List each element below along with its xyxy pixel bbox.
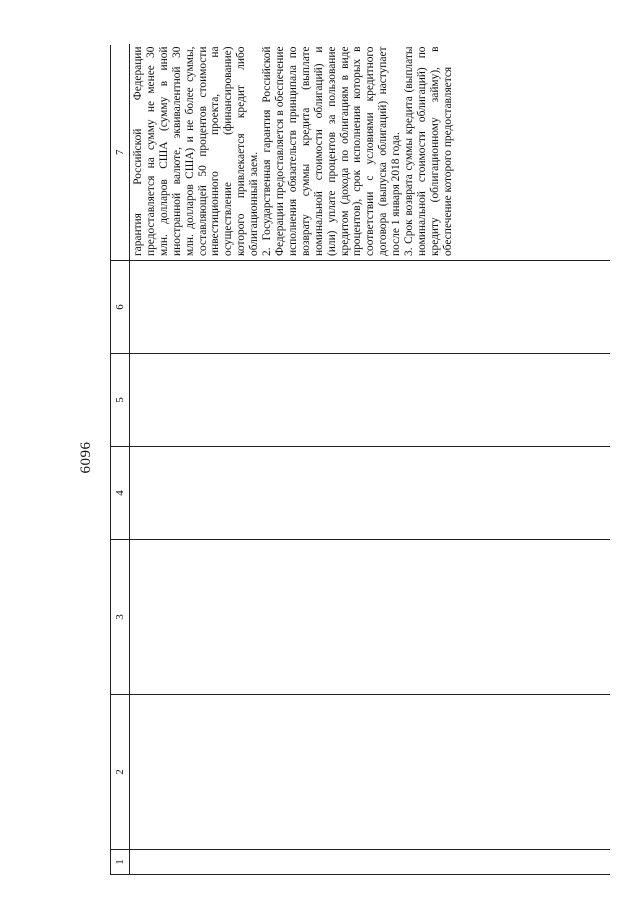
- header-row: [111, 45, 130, 875]
- cell-col-4: [130, 447, 611, 540]
- table-continuation: [110, 45, 610, 875]
- cell-col-1: [130, 850, 611, 875]
- cell-col-5: [130, 354, 611, 447]
- cell-col-2: [130, 695, 611, 850]
- paragraph-guarantee-obligations: 2. Государственная гарантия Российской Федерации предоставляется в обеспечение исполнения обязательств принципала по возврату суммы кредита (выплате номинальной стоимости облигаций) и (или) уплате процентов за пользование кредитом (дохода по облигациям в виде процентов), срок исполнения которых в соответствии с условиями кредитного договора (выпуска облигаций) наступает после 1 января 2018 года.: [261, 46, 403, 256]
- paragraph-repayment-term: 3. Срок возврата суммы кредита (выплаты номинальной стоимости облигаций) по кредиту (облигационному займу), в обеспечение которого предоставляется: [403, 46, 454, 256]
- column-header-7: 7: [111, 45, 130, 261]
- cell-col-6: [130, 261, 611, 354]
- cell-col-3: [130, 540, 611, 695]
- column-header-3: 3: [111, 540, 130, 695]
- table-row: [130, 45, 611, 875]
- column-header-6: 6: [111, 261, 130, 354]
- col7-text: [130, 45, 455, 261]
- data-table: [111, 45, 610, 876]
- page-number: 6096: [78, 441, 94, 474]
- column-header-4: 4: [111, 447, 130, 540]
- cell-col-7: [130, 45, 611, 261]
- document-page: [70, 35, 630, 880]
- column-header-2: 2: [111, 695, 130, 850]
- column-header-1: 1: [111, 850, 130, 875]
- paragraph-guarantee-amount: гарантия Российской Федерации предоставляется на сумму не менее 30 млн. долларов США (сумму в иной иностранной валюте, эквивалентной 30 млн. долларов США) и не более суммы, составляющей 50 процентов стоимости инвестиционного проекта, на осуществление (финансирование) которого привлекается кредит либо облигационный заем.: [132, 46, 261, 256]
- column-header-5: 5: [111, 354, 130, 447]
